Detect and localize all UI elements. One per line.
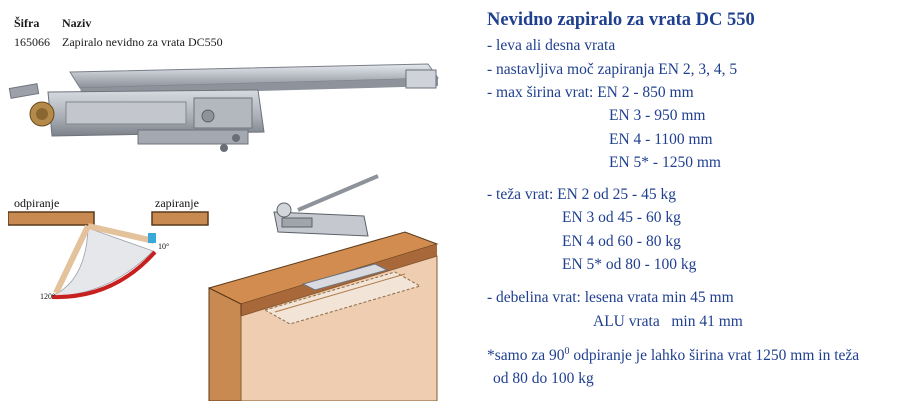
spec-line: EN 3 od 45 - 60 kg: [562, 209, 681, 226]
door-closer-photo: [8, 58, 448, 163]
spec-line: - nastavljiva moč zapiranja EN 2, 3, 4, 5: [487, 61, 738, 78]
door-installation-illustration: [205, 228, 443, 401]
spec-line: EN 4 - 1100 mm: [609, 131, 713, 148]
label-zapiranje: zapiranje: [155, 196, 199, 210]
spec-line: od 80 do 100 kg: [493, 370, 594, 387]
spec-line: - max širina vrat: EN 2 - 850 mm: [487, 84, 694, 101]
label-odpiranje: odpiranje: [14, 196, 60, 210]
spec-footnote: [487, 346, 859, 365]
table-header-naziv: Naziv: [62, 16, 92, 30]
spec-line: - leva ali desna vrata: [487, 37, 616, 54]
table-cell-code: 165066: [14, 35, 50, 49]
table-header-sifra: Šifra: [14, 16, 40, 30]
spec-title: Nevidno zapiralo za vrata DC 550: [487, 10, 755, 30]
spec-line: - teža vrat: EN 2 od 25 - 45 kg: [487, 186, 676, 203]
opening-angle-diagram: [8, 196, 213, 308]
footnote-degree: 0: [564, 346, 570, 357]
spec-line: EN 4 od 60 - 80 kg: [562, 233, 681, 250]
table-cell-name: Zapiralo nevidno za vrata DC550: [62, 35, 223, 49]
spec-line: EN 3 - 950 mm: [609, 107, 706, 124]
label-angle-120: 120°: [40, 292, 56, 301]
spec-line: EN 5* - 1250 mm: [609, 154, 721, 171]
spec-line: - debelina vrat: lesena vrata min 45 mm: [487, 289, 734, 306]
footnote-rest: odpiranje je lahko širina vrat 1250 mm in teža: [569, 347, 860, 365]
spec-line: ALU vrata min 41 mm: [593, 313, 743, 330]
footnote-prefix: *samo za 90: [487, 347, 565, 365]
label-angle-10: 10°: [158, 242, 170, 251]
spec-line: EN 5* od 80 - 100 kg: [562, 256, 697, 273]
